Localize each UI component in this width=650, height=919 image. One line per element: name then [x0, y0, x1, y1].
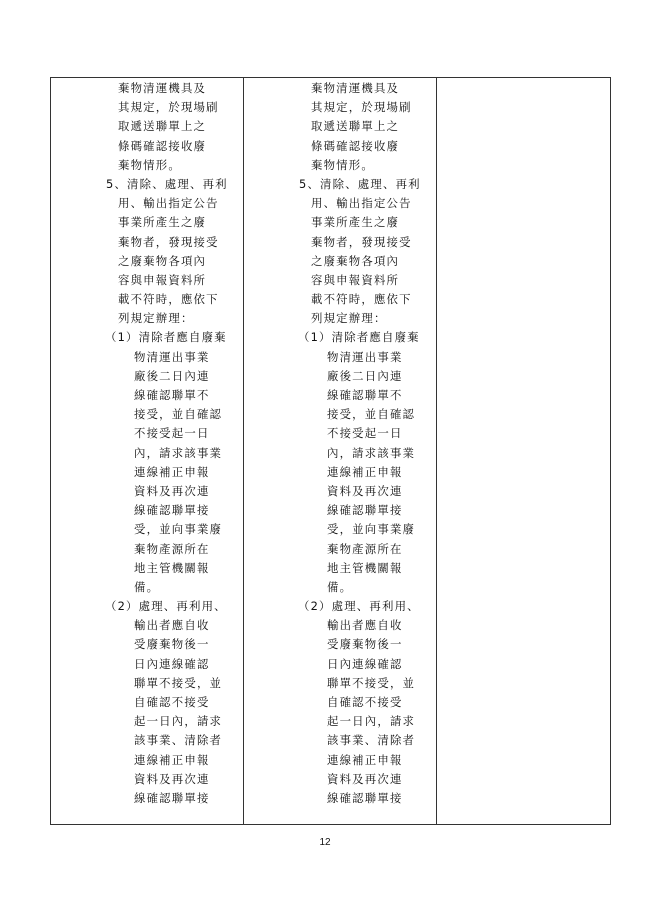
- text-line: 用、輸出指定公告: [311, 196, 412, 211]
- text-line: 備。: [327, 579, 353, 594]
- text-line: 條碼確認接收廢: [311, 138, 400, 153]
- text-line: 線確認聯單不: [134, 388, 210, 402]
- text-line: 起一日內，請求: [327, 714, 416, 729]
- text-line: 載不符時，應依下: [311, 292, 412, 307]
- text-line: 輸出者應自收: [134, 618, 210, 633]
- text-line: 資料及再次連: [134, 483, 210, 498]
- text-line: 地主管機關報: [327, 560, 403, 575]
- text-line: 事業所產生之廢: [311, 215, 400, 230]
- text-line: 棄物情形。: [311, 157, 374, 172]
- text-line: 線確認聯單接: [134, 790, 210, 805]
- text-line: 線確認聯單接: [327, 790, 403, 805]
- text-line: 其規定，於現場刷: [118, 100, 219, 115]
- text-line: 容與申報資料所: [118, 272, 207, 287]
- text-line: 內，請求該事業: [327, 445, 416, 460]
- text-line: 受廢棄物後一: [134, 637, 210, 652]
- text-line: 該事業、清除者: [327, 733, 416, 748]
- text-line: 受廢棄物後一: [327, 637, 403, 652]
- text-line: 自確認不接受: [327, 695, 403, 709]
- page-number: 12: [319, 837, 331, 848]
- text-line: 聯單不接受，並: [327, 675, 416, 690]
- text-line: 線確認聯單接: [327, 503, 403, 518]
- text-line: （2）處理、再利用、: [298, 599, 420, 614]
- text-line: 取遞送聯單上之: [311, 119, 400, 134]
- text-line: 條碼確認接收廢: [118, 138, 207, 153]
- text-line: 之廢棄物各項內: [311, 253, 400, 268]
- text-line: 線確認聯單不: [327, 388, 403, 402]
- text-line: 起一日內，請求: [134, 714, 223, 729]
- text-line: 棄物產源所在: [327, 541, 403, 556]
- amended-text-body: [244, 78, 436, 808]
- text-line: 該事業、清除者: [134, 733, 223, 748]
- cell-amended-text: [244, 78, 437, 825]
- text-line: 連線補正申報: [134, 464, 210, 479]
- text-line: 棄物情形。: [118, 157, 181, 172]
- text-line: （2）處理、再利用、: [105, 599, 227, 614]
- text-line: 線確認聯單接: [134, 503, 210, 518]
- text-line: 資料及再次連: [134, 771, 210, 786]
- text-line: 自確認不接受: [134, 695, 210, 709]
- text-line: 列規定辦理：: [311, 311, 387, 326]
- text-line: 棄物清運機具及: [118, 81, 207, 95]
- text-line: 連線補正申報: [134, 752, 210, 767]
- text-line: 之廢棄物各項內: [118, 253, 207, 268]
- text-line: 用、輸出指定公告: [118, 196, 219, 211]
- text-line: 物清運出事業: [327, 349, 403, 364]
- original-text-body: [51, 78, 243, 808]
- text-line: 物清運出事業: [134, 349, 210, 364]
- text-line: 列規定辦理：: [118, 311, 194, 326]
- text-line: 接受，並自確認: [327, 407, 416, 422]
- text-line: 連線補正申報: [327, 464, 403, 479]
- text-line: 載不符時，應依下: [118, 292, 219, 307]
- text-line: 地主管機關報: [134, 560, 210, 575]
- text-line: 內，請求該事業: [134, 445, 223, 460]
- text-line: 5、清除、處理、再利: [299, 176, 421, 191]
- text-line: 資料及再次連: [327, 771, 403, 786]
- text-line: 棄物者，發現接受: [311, 234, 412, 249]
- text-line: 日內連線確認: [134, 656, 210, 671]
- text-line: 其規定，於現場刷: [311, 100, 412, 115]
- text-line: 棄物產源所在: [134, 541, 210, 556]
- text-line: 輸出者應自收: [327, 618, 403, 633]
- cell-original-text: [51, 78, 244, 825]
- notes-body: [437, 78, 610, 79]
- text-line: 日內連線確認: [327, 656, 403, 671]
- text-line: 棄物清運機具及: [311, 81, 400, 95]
- text-line: 受，並向事業廢: [327, 522, 416, 537]
- text-line: 取遞送聯單上之: [118, 119, 207, 134]
- text-line: 連線補正申報: [327, 752, 403, 767]
- text-line: 棄物者，發現接受: [118, 234, 219, 249]
- text-line: （1）清除者應自廢棄: [105, 330, 227, 345]
- text-line: 不接受起一日: [134, 426, 210, 441]
- table-row: [51, 78, 611, 825]
- text-line: 資料及再次連: [327, 483, 403, 498]
- text-line: 容與申報資料所: [311, 272, 400, 287]
- text-line: 受，並向事業廢: [134, 522, 223, 537]
- text-line: 5、清除、處理、再利: [106, 176, 228, 191]
- text-line: 接受，並自確認: [134, 407, 223, 422]
- text-line: 聯單不接受，並: [134, 675, 223, 690]
- text-line: 事業所產生之廢: [118, 215, 207, 230]
- text-line: （1）清除者應自廢棄: [298, 330, 420, 345]
- text-line: 廠後二日內連: [134, 368, 210, 383]
- comparison-table: [50, 77, 611, 825]
- cell-notes: [437, 78, 611, 825]
- text-line: 廠後二日內連: [327, 368, 403, 383]
- text-line: 不接受起一日: [327, 426, 403, 441]
- text-line: 備。: [134, 579, 160, 594]
